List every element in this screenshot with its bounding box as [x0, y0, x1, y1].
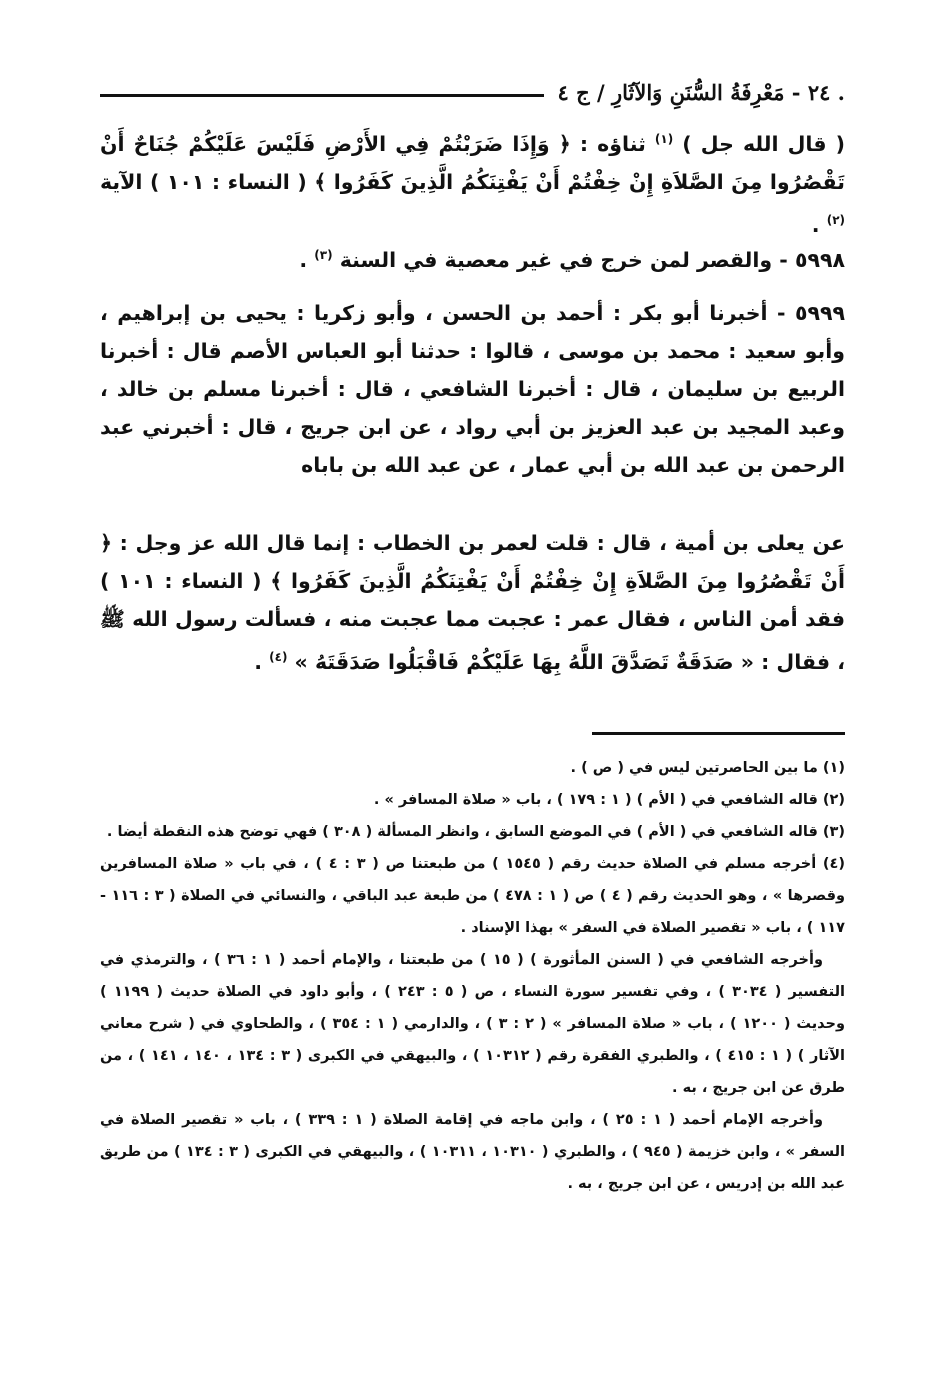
quran-intro: ( قال الله جل ) [673, 131, 845, 156]
header-rule [100, 94, 544, 97]
matn-text: عن يعلى بن أمية ، قال : قلت لعمر بن الخطاب : إنما قال الله عز وجل : ﴿ أَنْ تَقْصُرُوا مِنَ الصَّلاَةِ إِنْ خِفْتُمْ أَنْ يَفْتِنَكُمُ الَّذِينَ كَفَرُوا ﴾ ( النساء : ١٠١ ) فقد أمن الناس ، فقال عمر : عجبت مما عجبت منه ، فسألت رسول الله ﷺ ، فقال : « صَدَقَةٌ تَصَدَّقَ اللَّهُ بِهَا عَلَيْكُمْ فَاقْبَلُوا صَدَقَتَهُ » [100, 531, 845, 674]
footnote-4-continued-2: وأخرجه الإمام أحمد ( ١ : ٢٥ ) ، وابن ماجه في إقامة الصلاة ( ١ : ٣٣٩ ) ، باب « تقصير الصلاة في السفر » ، وابن خزيمة ( ٩٤٥ ) ، والطبري ( ١٠٣١٠ ، ١٠٣١١ ) ، والبيهقي في الكبرى ( ٣ : ١٣٤ ) من طريق عبد الله بن إدريس ، عن ابن جريج ، به . [100, 1112, 845, 1192]
isnad-text: ٥٩٩٩ - أخبرنا أبو بكر : أحمد بن الحسن ، وأبو زكريا : يحيى بن إبراهيم ، وأبو سعيد : محمد بن موسى ، قالوا : حدثنا أبو العباس الأصم قال : أخبرنا الربيع بن سليمان ، قال : أخبرنا الشافعي ، قال : أخبرنا مسلم بن خالد ، وعبد المجيد بن عبد العزيز بن أبي رواد ، عن ابن جريج ، قال : أخبرني عبد الرحمن بن عبد الله بن أبي عمار ، عن عبد الله بن باباه [100, 301, 845, 477]
footnote-ref-3[interactable]: (٣) [314, 248, 333, 262]
footnote-ref-2[interactable]: (٢) [826, 212, 845, 227]
footnote-ref-1[interactable]: (١) [654, 132, 674, 146]
quran-verse-paragraph [100, 120, 845, 244]
hadith-5999-isnad [100, 294, 845, 484]
running-header [100, 72, 845, 112]
hadith-5999-matn [100, 524, 845, 681]
footnote-3: (٣) قاله الشافعي في ( الأم ) في الموضع السابق ، وانظر المسألة ( ٣٠٨ ) فهي توضح هذه النقطة أيضا . [106, 824, 845, 840]
footnote-2: (٢) قاله الشافعي في ( الأم ) ( ١ : ١٧٩ ) ، باب « صلاة المسافر » . [373, 792, 845, 808]
running-head-title: . ٢٤ - مَعْرِفَةُ السُّنَنِ وَالآثَارِ / ج ٤ [557, 79, 845, 105]
heading-end: . [299, 247, 315, 272]
footnote-1: (١) ما بين الحاصرتين ليس في ( ص ) . [570, 760, 845, 776]
quran-end: . [811, 212, 827, 237]
footnote-4-continued: وأخرجه الشافعي في ( السنن المأثورة ) ( ١٥ ) من طبعتنا ، والإمام أحمد ( ١ : ٣٦ ) ، والترمذي في التفسير ( ٣٠٣٤ ) ، وفي تفسير سورة النساء ، ص ( ٥ : ٢٤٣ ) ، وأبو داود في الصلاة حديث ( ١١٩٩ ) وحديث ( ١٢٠٠ ) ، باب « صلاة المسافر » ( ٢ : ٣ ) ، والدارمي ( ١ : ٣٥٤ ) ، والطحاوي في ( شرح معاني الآثار ) ( ١ : ٤١٥ ) ، والطبري الفقرة رقم ( ١٠٣١٢ ) ، والبيهقي في الكبرى ( ٣ : ١٣٤ ، ١٤٠ ، ١٤١ ) ، من طرق عن ابن جريج ، به . [100, 952, 845, 1096]
section-heading-5998 [100, 236, 845, 279]
footnote-ref-4[interactable]: (٤) [269, 650, 288, 664]
quran-text: ثناؤه : ﴿ وَإِذَا ضَرَبْتُمْ فِي الأَرْضِ فَلَيْسَ عَلَيْكُمْ جُنَاحٌ أَنْ تَقْصُرُوا مِنَ الصَّلاَةِ إِنْ خِفْتُمْ أَنْ يَفْتِنَكُمُ الَّذِينَ كَفَرُوا ﴾ ( النساء : ١٠١ ) الآية [100, 131, 845, 194]
heading-text: ٥٩٩٨ - والقصر لمن خرج في غير معصية في السنة [332, 247, 845, 272]
footnote-4: (٤) أخرجه مسلم في الصلاة حديث رقم ( ١٥٤٥ ) من طبعتنا ص ( ٣ : ٤ ) ، في باب « صلاة المسافرين وقصرها » ، وهو الحديث رقم ( ٤ ) ص ( ١ : ٤٧٨ ) من طبعة عبد الباقي ، والنسائي في الصلاة ( ٣ : ١١٦ - ١١٧ ) ، باب « تقصير الصلاة في السفر » بهذا الإسناد . [100, 856, 845, 936]
matn-end: . [254, 649, 270, 674]
footnotes-section [100, 752, 845, 1200]
footnote-separator [592, 732, 845, 735]
